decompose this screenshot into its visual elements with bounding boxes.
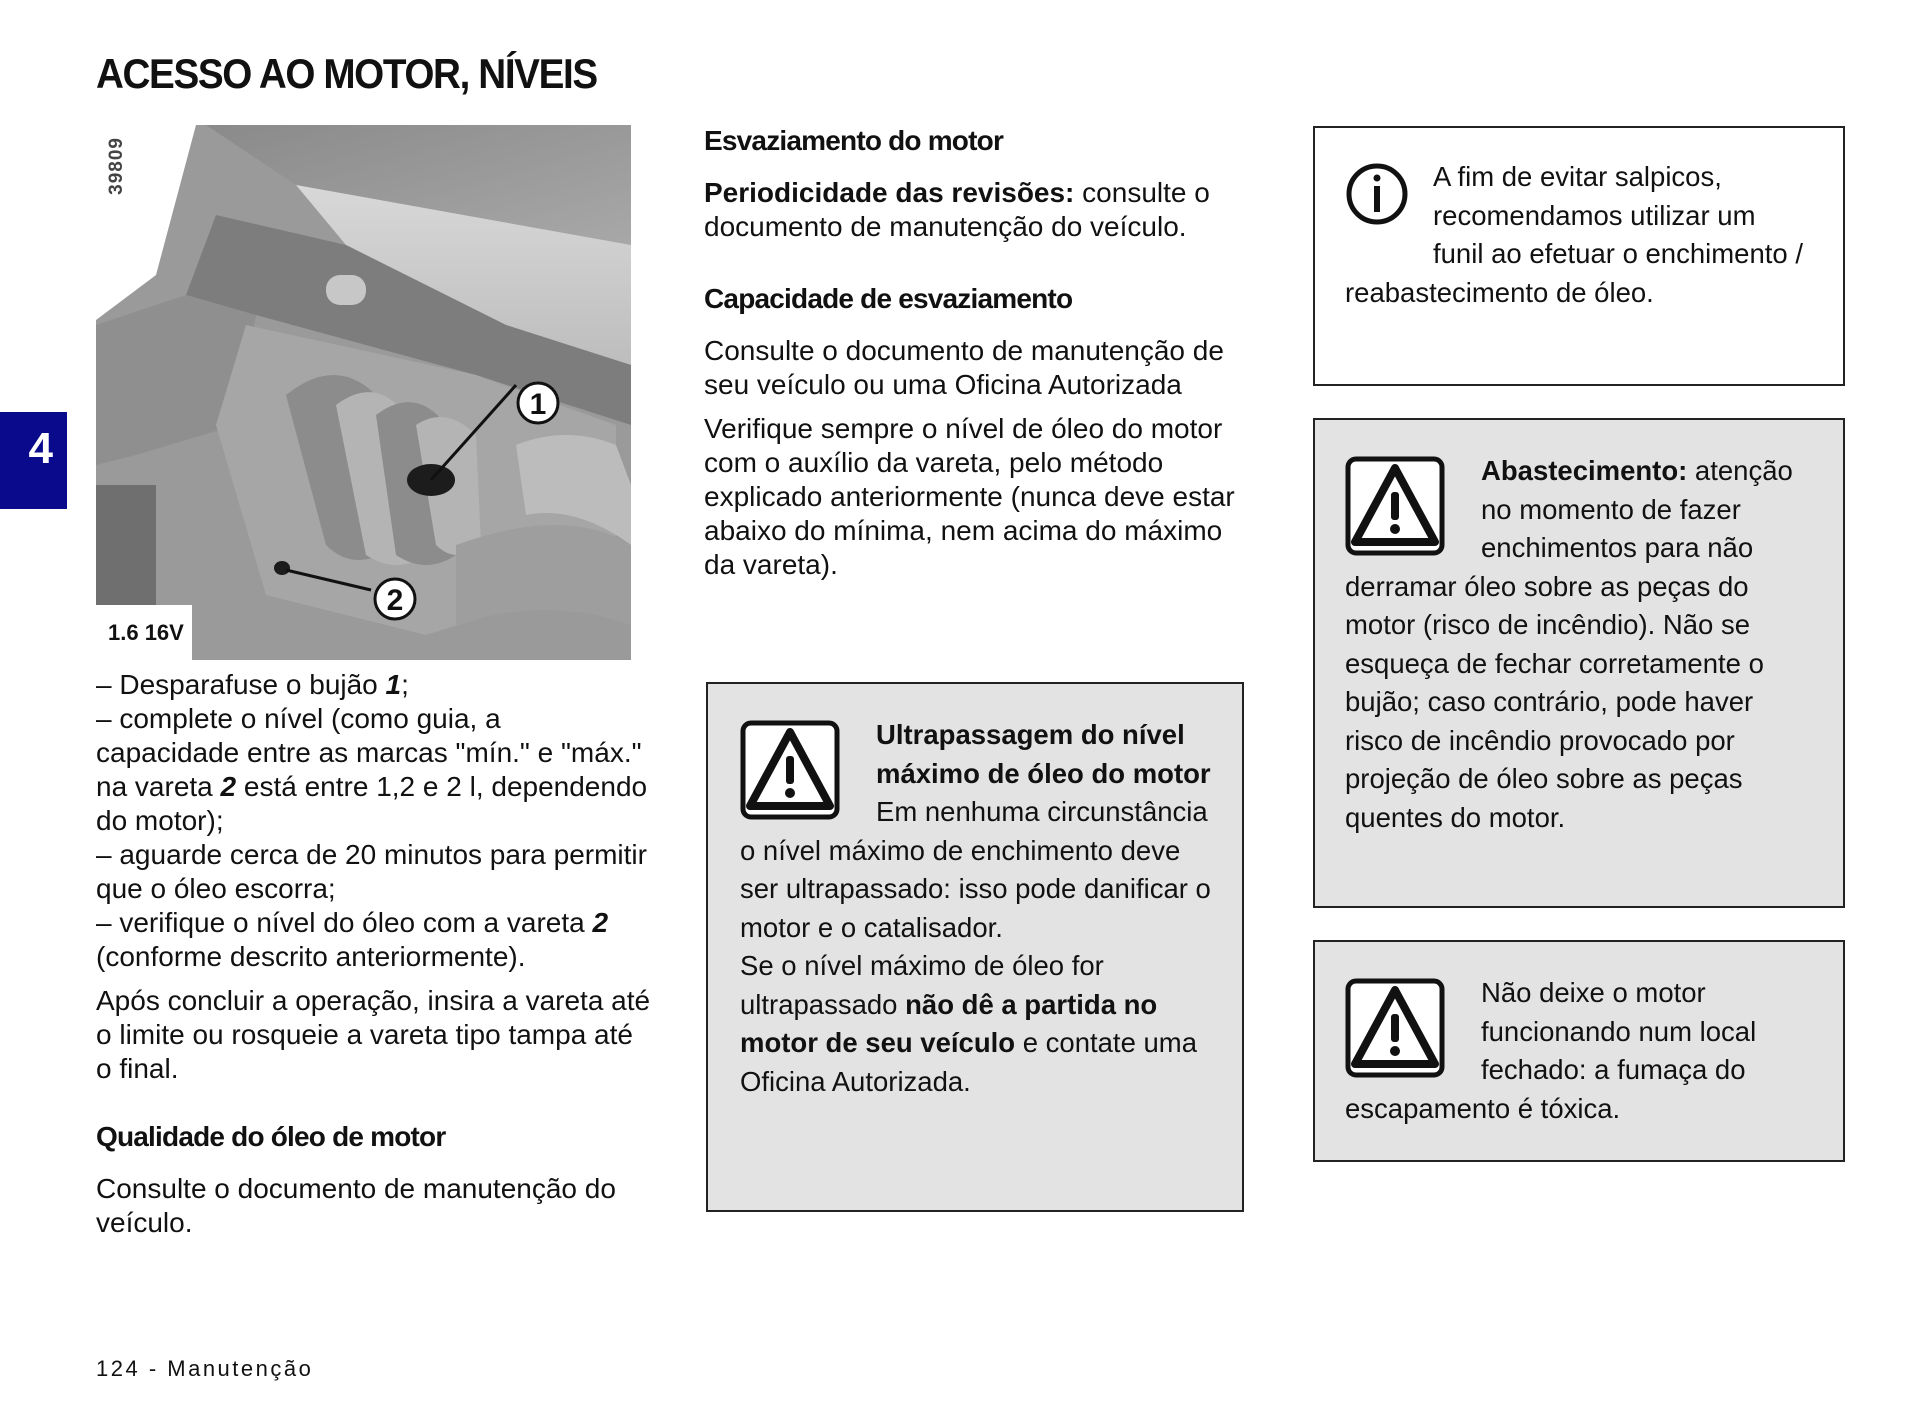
info-circle-icon <box>1345 162 1409 226</box>
refuel-warning-title: Abastecimento: <box>1481 455 1688 486</box>
engine-label: 1.6 16V <box>96 605 192 660</box>
check-level-text: Verifique sempre o nível de óleo do motor com o auxílio da vareta, pelo método explicado anteriormente (nunca deve estar abaixo do mínima, nem acima do máximo da vareta). <box>704 413 1235 580</box>
overfill-warning-title: Ultrapassagem do nível máximo de óleo do motor <box>876 719 1211 789</box>
page-title: ACESSO AO MOTOR, NÍVEIS <box>96 50 597 97</box>
overfill-warning-text: Em nenhuma circunstância o nível máximo de enchimento deve ser ultrapassado: isso pode danificar o motor e o catalisador. <box>740 796 1211 943</box>
capacity-heading: Capacidade de esvaziamento <box>704 283 1073 314</box>
step-1: – Desparafuse o bujão 1; <box>96 669 409 700</box>
info-text: A fim de evitar salpicos, recomendamos utilizar um funil ao efetuar o enchimento / reabastecimento de óleo. <box>1345 161 1803 308</box>
quality-text: Consulte o documento de manutenção do veículo. <box>96 1173 616 1238</box>
quality-heading: Qualidade do óleo de motor <box>96 1121 446 1152</box>
chapter-tab[interactable]: 4 <box>0 412 67 509</box>
left-column <box>96 668 651 1240</box>
step-2: – complete o nível (como guia, a capacidade entre as marcas "mín." e "máx." na vareta 2 está entre 1,2 e 2 l, dependendo do motor); <box>96 703 648 836</box>
step-4: – verifique o nível do óleo com a vareta 2 (conforme descrito anteriormente). <box>96 907 609 972</box>
capacity-text: Consulte o documento de manutenção de seu veículo ou uma Oficina Autorizada <box>704 335 1224 400</box>
page-footer: 124 - Manutenção <box>96 1356 314 1381</box>
exhaust-warning-box <box>1313 940 1845 1162</box>
refuel-warning-text: atenção no momento de fazer enchimentos para não derramar óleo sobre as peças do motor (risco de incêndio). Não se esqueça de fechar corretamente o bujão; caso contrário, pode haver risco de incêndio provocado por projeção de óleo sobre as peças quentes do motor. <box>1345 455 1793 833</box>
overfill-warning-box: Ultrapassagem do nível máximo de óleo do motor Em nenhuma circunstância o nível máximo de enchimento deve ser ultrapassado: isso pode danificar o motor e o catalisador. Se o nível máximo de óleo for ultrapassado não dê a partida no motor de seu veículo e contate uma Oficina Autorizada. <box>706 682 1244 1212</box>
svg-text:2: 2 <box>386 584 404 617</box>
no-start-warning: não dê a partida no motor de seu veículo <box>740 988 1158 1058</box>
warning-triangle-icon <box>1345 978 1445 1078</box>
after-operation-text: Após concluir a operação, insira a vareta até o limite ou rosqueie a vareta tipo tampa até o final. <box>96 985 651 1084</box>
periodicity-label: Periodicidade das revisões: <box>704 177 1075 208</box>
warning-triangle-icon <box>740 720 840 820</box>
middle-column <box>704 124 1249 582</box>
info-box <box>1313 126 1845 386</box>
figure-reference-number: 39809 <box>106 137 127 195</box>
svg-text:1: 1 <box>529 388 547 421</box>
step-3: – aguarde cerca de 20 minutos para permitir que o óleo escorra; <box>96 839 647 904</box>
periodicity-paragraph: Periodicidade das revisões: consulte o documento de manutenção do veículo. <box>704 177 1210 242</box>
drain-heading: Esvaziamento do motor <box>704 125 1004 156</box>
engine-figure <box>96 125 631 660</box>
refuel-warning-box <box>1313 418 1845 908</box>
warning-triangle-icon <box>1345 456 1445 556</box>
exhaust-warning-text: Não deixe o motor funcionando num local fechado: a fumaça do escapamento é tóxica. <box>1345 977 1757 1124</box>
engine-bay-illustration <box>96 125 631 660</box>
